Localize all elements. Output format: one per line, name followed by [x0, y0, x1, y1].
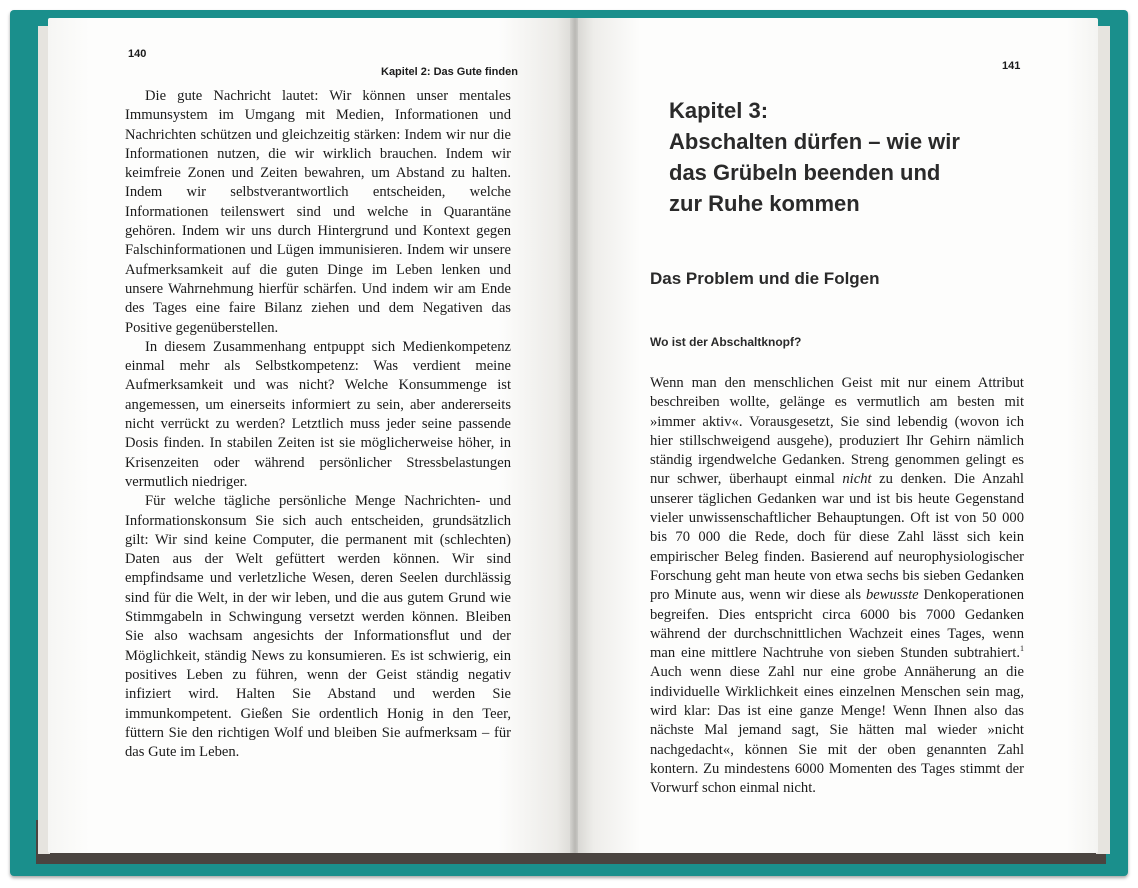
- emphasis: bewusste: [865, 587, 919, 604]
- chapter-title-line: das Grübeln beenden und: [669, 160, 941, 185]
- running-head: Kapitel 2: Das Gute finden: [381, 66, 518, 78]
- paragraph: Für welche tägliche persönliche Menge Nachrichten- und Informationskonsum Sie sich auch entscheiden, grundsätzlich gilt: Wir sind keine Computer, die permanent mit (schlechten) Daten aus der Welt gefüttert werden können. Wir sind empfindsame und verletzliche Wesen, deren Seelen durchlässig sind für die Welt, in der wir leben, und die aus gutem Grund wie Stimmgabeln in Schwingung versetzt werden können. Bleiben Sie also wachsam angesichts der Informationsflut und der Möglichkeit, ständig News zu konsumieren. Es ist schwierig, ein positives Leben zu führen, wenn der Geist ständig negativ infiziert wird. Halten Sie Abstand und werden Sie immunkompetent. Gießen Sie ordentlich Honig in den Teer, füttern Sie den richtigen Wolf und bleiben Sie aufmerksam – für das Gute im Leben.: [125, 493, 511, 761]
- text-run: Wenn man den menschlichen Geist mit nur einem Attribut beschreiben wollte, gelänge es vermutlich am besten mit »immer aktiv«. Vorausgesetzt, Sie sind lebendig (wovon ich hier stillschweigend ausgehe), produziert Ihr Gehirn nämlich ständig irgendwelche Gedanken. Streng genommen gelingt es nur schwer, überhaupt einmal: [650, 375, 1024, 488]
- section-title: Das Problem und die Folgen: [650, 269, 880, 288]
- paragraph: [650, 374, 1024, 799]
- emphasis: nicht: [842, 471, 872, 488]
- left-body-text: [125, 87, 511, 762]
- paragraph: In diesem Zusammenhang entpuppt sich Medienkompetenz einmal mehr als Selbstkompetenz: Was verdient meine Aufmerksamkeit und was nicht? Welche Konsummenge ist angemessen, um einerseits informiert zu sein, aber andererseits nicht verrückt zu werden? Letztlich muss jeder seine passende Dosis finden. In stabilen Zeiten ist sie möglicherweise höher, in Krisenzeiten oder während persönlicher Stressbelastungen vermutlich niedriger.: [125, 338, 511, 490]
- chapter-title-line: zur Ruhe kommen: [669, 191, 860, 216]
- paragraph: Die gute Nachricht lautet: Wir können unser mentales Immunsystem im Umgang mit Medien, Informationen und Nachrichten schützen und gleichzeitig stärken: Indem wir nur die Informationen nutzen, die wir wirklich brauchen. Indem wir keimfreie Zonen und Zeiten bewahren, um Abstand zu halten. Indem wir selbstverantwortlich entscheiden, welche Informationen teilenswert sind und welche in Quarantäne gehören. Indem wir uns durch Hintergrund und Kontext gegen Falschinformationen und Lügen immunisieren. Indem wir unsere Aufmerksamkeit auf die guten Dinge im Leben lenken und unsere Wahrnehmung hierfür schärfen. Und indem wir am Ende des Tages eine faire Bilanz ziehen und dem Negativen das Positive gegenüberstellen.: [125, 88, 511, 336]
- left-page: [48, 18, 572, 853]
- right-page: [578, 18, 1098, 853]
- footnote-reference[interactable]: 1: [1020, 644, 1024, 654]
- page-number-right: 141: [1002, 60, 1021, 72]
- text-run: zu denken. Die Anzahl unserer täglichen Gedanken war und ist bis heute Gegenstand vieler unwissenschaftlicher Behauptungen. Oft ist von 50 000 bis 70 000 die Rede, doch für diese Zahl lässt sich kein empirischer Beleg finden. Basierend auf neurophysiologischer Forschung geht man heute von etwa sechs bis sieben Gedanken pro Minute aus, wenn wir diese als: [650, 471, 1024, 604]
- page-stack-right: [1096, 26, 1110, 854]
- chapter-title-line: Kapitel 3:: [669, 98, 769, 123]
- text-run: Denkoperationen begreifen. Dies entspricht circa 6000 bis 7000 Gedanken während der durchschnittlichen Wachzeit eines Tages, wenn man eine mittlere Nachtruhe von sieben Stunden subtrahiert.: [650, 587, 1024, 662]
- page-number-left: 140: [128, 48, 147, 60]
- chapter-title: [669, 95, 960, 219]
- chapter-title-line: Abschalten dürfen – wie wir: [669, 129, 960, 154]
- text-run: Auch wenn diese Zahl nur eine grobe Annäherung an die individuelle Wirklichkeit eines einzelnen Menschen sein mag, wird klar: Das ist eine ganze Menge! Wenn Ihnen also das nächste Mal jemand sagt, Sie hätten mal wieder »nicht nachgedacht«, können Sie mit der oben genannten Zahl kontern. Zu mindestens 6000 Momenten des Tages stimmt der Vorwurf schon einmal nicht.: [650, 664, 1024, 797]
- right-body-text: [650, 374, 1024, 799]
- subsection-title: Wo ist der Abschaltknopf?: [650, 335, 802, 349]
